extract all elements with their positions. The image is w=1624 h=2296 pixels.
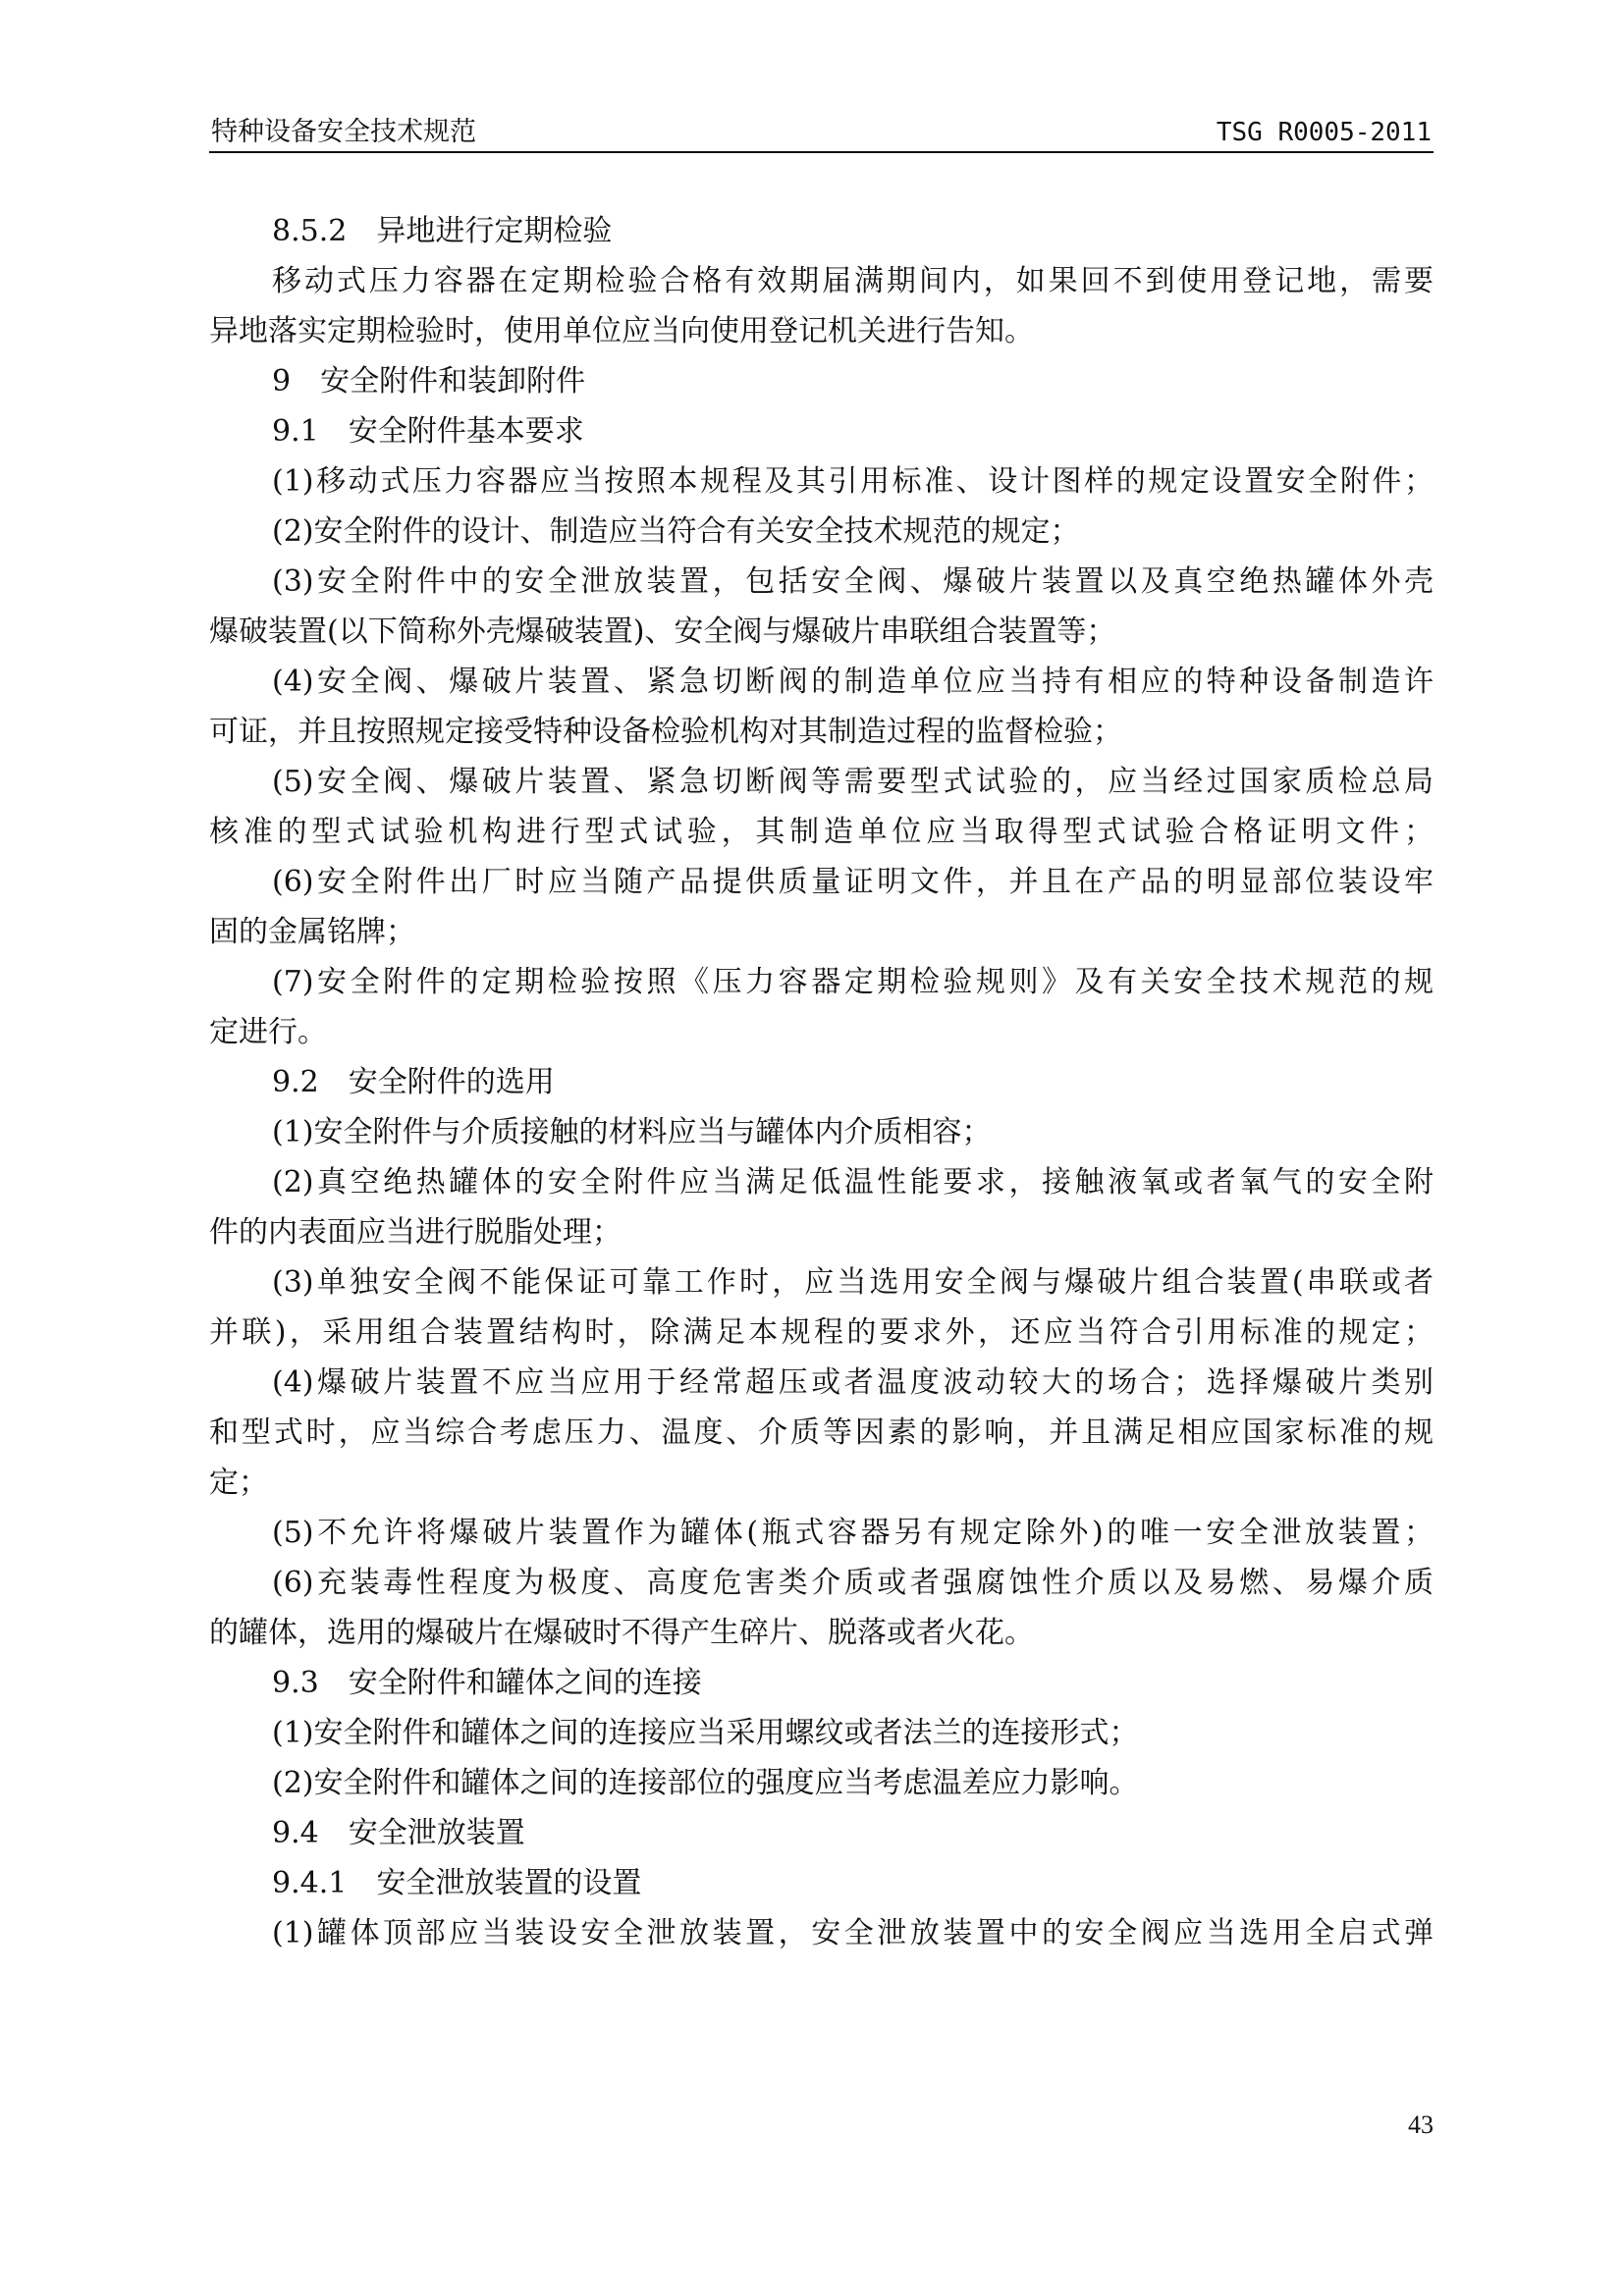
text-line: 9.4.1 安全泄放装置的设置 bbox=[272, 1866, 642, 1900]
text-line: (3)单独安全阀不能保证可靠工作时，应当选用安全阀与爆破片组合装置(串联或者 bbox=[272, 1265, 1434, 1300]
text-line: 并联)，采用组合装置结构时，除满足本规程的要求外，还应当符合引用标准的规定； bbox=[209, 1315, 1434, 1350]
text-line: 异地落实定期检验时，使用单位应当向使用登记机关进行告知。 bbox=[209, 314, 1034, 348]
text-line: 9.3 安全附件和罐体之间的连接 bbox=[272, 1666, 702, 1700]
text-line: (2)安全附件的设计、制造应当符合有关安全技术规范的规定； bbox=[272, 514, 1080, 549]
text-line: 定进行。 bbox=[209, 1015, 327, 1049]
text-line: 移动式压力容器在定期检验合格有效期届满期间内，如果回不到使用登记地，需要 bbox=[272, 264, 1434, 298]
text-line: (5)不允许将爆破片装置作为罐体(瓶式容器另有规定除外)的唯一安全泄放装置； bbox=[272, 1516, 1434, 1550]
text-line: 和型式时，应当综合考虑压力、温度、介质等因素的影响，并且满足相应国家标准的规 bbox=[209, 1415, 1434, 1450]
running-header bbox=[209, 116, 1434, 153]
text-line: (4)爆破片装置不应当应用于经常超压或者温度波动较大的场合；选择爆破片类别 bbox=[272, 1365, 1434, 1400]
header-title: 特种设备安全技术规范 bbox=[211, 117, 476, 147]
document-body bbox=[209, 206, 1434, 1958]
text-line: 定； bbox=[209, 1466, 268, 1500]
text-line: 9.2 安全附件的选用 bbox=[272, 1065, 555, 1099]
text-line: (2)安全附件和罐体之间的连接部位的强度应当考虑温差应力影响。 bbox=[272, 1766, 1139, 1800]
page-number: 43 bbox=[1408, 2110, 1434, 2139]
header-code: TSG R0005-2011 bbox=[1216, 118, 1432, 147]
text-line: 9 安全附件和装卸附件 bbox=[272, 364, 586, 399]
text-line: (1)安全附件与介质接触的材料应当与罐体内介质相容； bbox=[272, 1115, 992, 1149]
text-line: 9.1 安全附件基本要求 bbox=[272, 414, 584, 449]
text-line: (1)安全附件和罐体之间的连接应当采用螺纹或者法兰的连接形式； bbox=[272, 1716, 1139, 1750]
text-line: (3)安全附件中的安全泄放装置，包括安全阀、爆破片装置以及真空绝热罐体外壳 bbox=[272, 564, 1434, 599]
text-line: (5)安全阀、爆破片装置、紧急切断阀等需要型式试验的，应当经过国家质检总局 bbox=[272, 765, 1434, 799]
text-line: (1)罐体顶部应当装设安全泄放装置，安全泄放装置中的安全阀应当选用全启式弹 bbox=[272, 1916, 1434, 1950]
text-line: 爆破装置(以下简称外壳爆破装置)、安全阀与爆破片串联组合装置等； bbox=[209, 614, 1116, 649]
text-line: (7)安全附件的定期检验按照《压力容器定期检验规则》及有关安全技术规范的规 bbox=[272, 965, 1434, 999]
text-line: (1)移动式压力容器应当按照本规程及其引用标准、设计图样的规定设置安全附件； bbox=[272, 464, 1434, 499]
text-line: (2)真空绝热罐体的安全附件应当满足低温性能要求，接触液氧或者氧气的安全附 bbox=[272, 1165, 1434, 1200]
text-line: 可证，并且按照规定接受特种设备检验机构对其制造过程的监督检验； bbox=[209, 715, 1122, 749]
text-line: 的罐体，选用的爆破片在爆破时不得产生碎片、脱落或者火花。 bbox=[209, 1616, 1034, 1650]
text-line: (4)安全阀、爆破片装置、紧急切断阀的制造单位应当持有相应的特种设备制造许 bbox=[272, 665, 1434, 699]
text-line: 件的内表面应当进行脱脂处理； bbox=[209, 1215, 622, 1250]
text-line: 固的金属铭牌； bbox=[209, 915, 415, 949]
text-line: 8.5.2 异地进行定期检验 bbox=[272, 214, 613, 248]
text-line: 9.4 安全泄放装置 bbox=[272, 1816, 525, 1850]
text-line: (6)充装毒性程度为极度、高度危害类介质或者强腐蚀性介质以及易燃、易爆介质 bbox=[272, 1566, 1434, 1600]
text-line: 核准的型式试验机构进行型式试验，其制造单位应当取得型式试验合格证明文件； bbox=[209, 815, 1434, 849]
text-line: (6)安全附件出厂时应当随产品提供质量证明文件，并且在产品的明显部位装设牢 bbox=[272, 865, 1434, 899]
